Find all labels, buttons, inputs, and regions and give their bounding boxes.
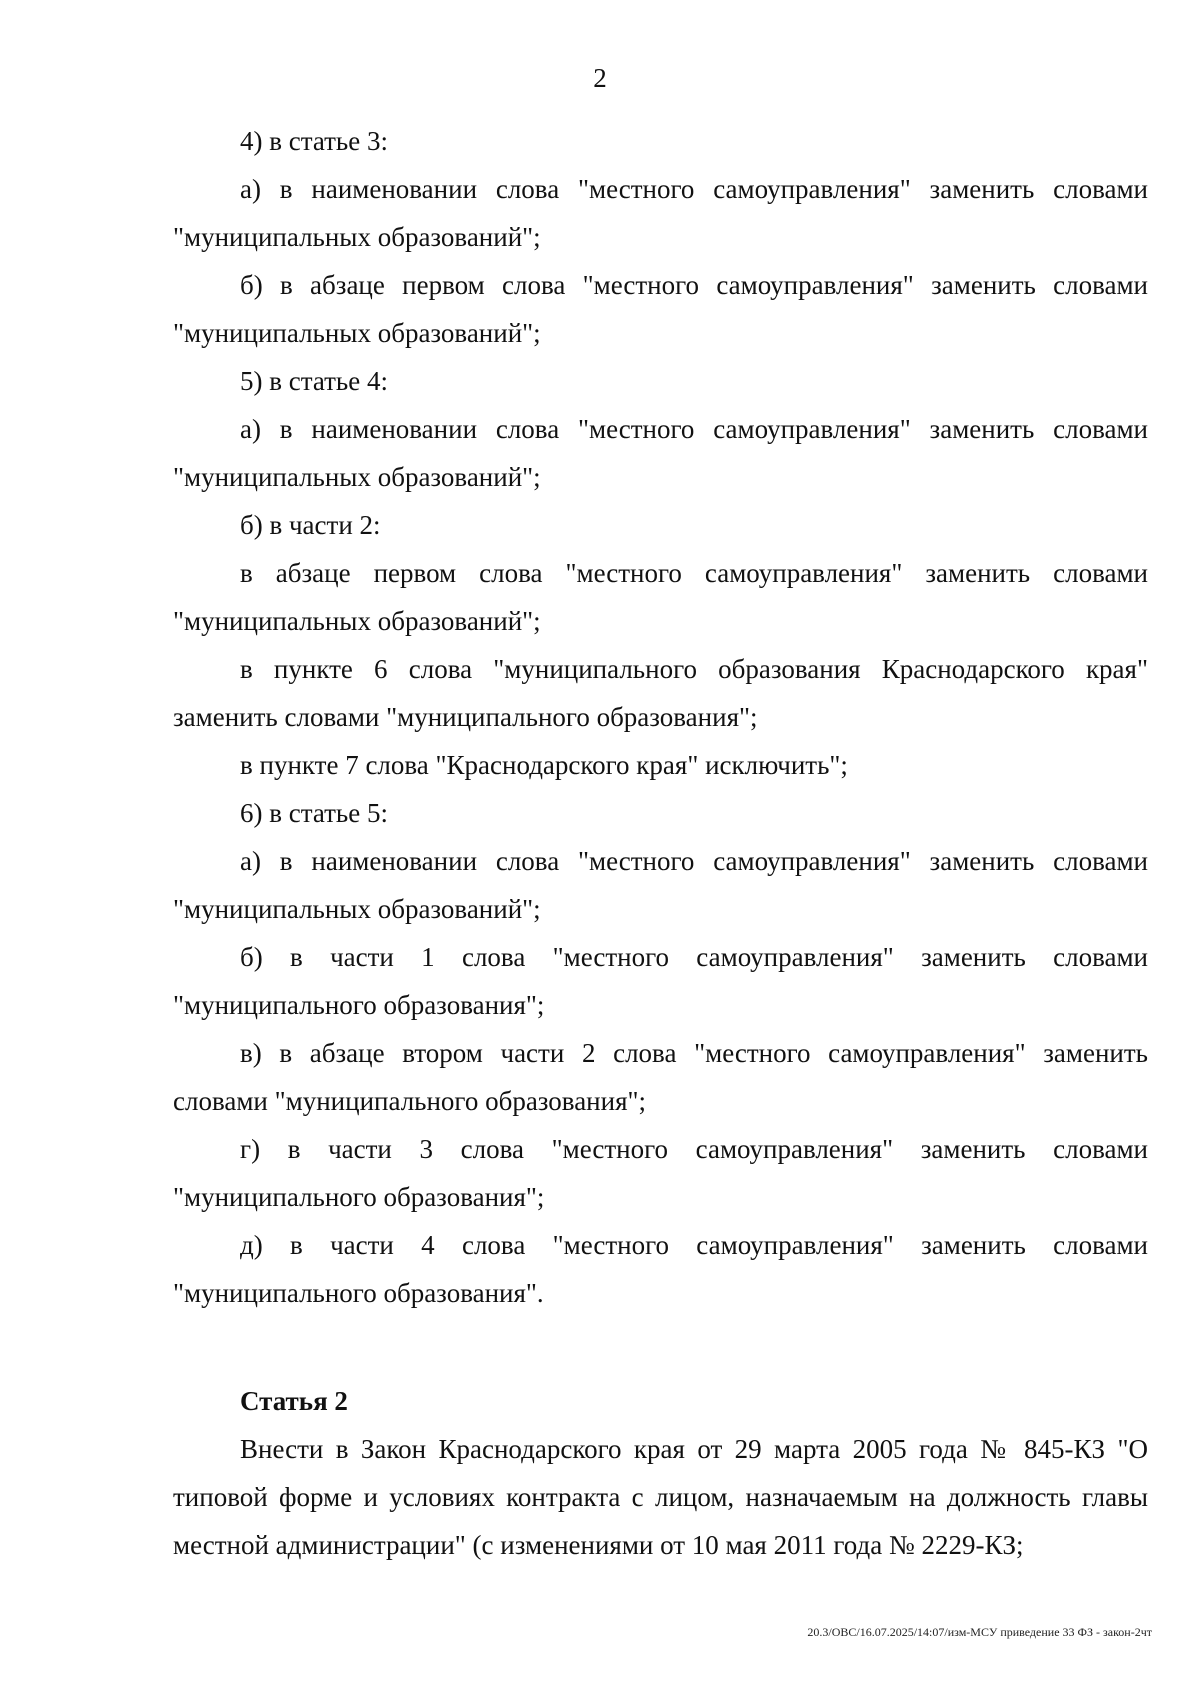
paragraph: в) в абзаце втором части 2 слова "местного самоуправления" заменить словами "муниципального образования"; xyxy=(173,1038,1148,1116)
paragraph: 5) в статье 4: xyxy=(240,366,388,396)
page-number: 2 xyxy=(593,63,607,93)
article-heading: Статья 2 xyxy=(240,1386,348,1416)
paragraph: б) в абзаце первом слова "местного самоуправления" заменить словами "муниципальных образований"; xyxy=(173,270,1148,348)
paragraph: г) в части 3 слова "местного самоуправления" заменить словами "муниципального образования"; xyxy=(173,1134,1148,1212)
paragraph: б) в части 1 слова "местного самоуправления" заменить словами "муниципального образования"; xyxy=(173,942,1148,1020)
paragraph: 6) в статье 5: xyxy=(240,798,388,828)
article-body xyxy=(173,1425,1148,1569)
footer-document-code: 20.3/ОВС/16.07.2025/14:07/изм-МСУ приведение 33 ФЗ - закон-2чт xyxy=(807,1625,1152,1639)
paragraph: Внести в Закон Краснодарского края от 29 марта 2005 года № 845-КЗ "О типовой форме и условиях контракта с лицом, назначаемым на должность главы местной администрации" (с изменениями от 10 мая 2011 года № 2229-КЗ; xyxy=(173,1434,1148,1560)
amendments-list xyxy=(173,117,1148,1317)
paragraph: в пункте 6 слова "муниципального образования Краснодарского края" заменить словами "муниципального образования"; xyxy=(173,654,1148,732)
paragraph: в абзаце первом слова "местного самоуправления" заменить словами "муниципальных образований"; xyxy=(173,558,1148,636)
paragraph: 4) в статье 3: xyxy=(240,126,388,156)
paragraph: а) в наименовании слова "местного самоуправления" заменить словами "муниципальных образований"; xyxy=(173,174,1148,252)
paragraph: а) в наименовании слова "местного самоуправления" заменить словами "муниципальных образований"; xyxy=(173,414,1148,492)
paragraph: в пункте 7 слова "Краснодарского края" исключить"; xyxy=(240,750,848,780)
paragraph: д) в части 4 слова "местного самоуправления" заменить словами "муниципального образования". xyxy=(173,1230,1148,1308)
paragraph: а) в наименовании слова "местного самоуправления" заменить словами "муниципальных образований"; xyxy=(173,846,1148,924)
paragraph: б) в части 2: xyxy=(240,510,381,540)
